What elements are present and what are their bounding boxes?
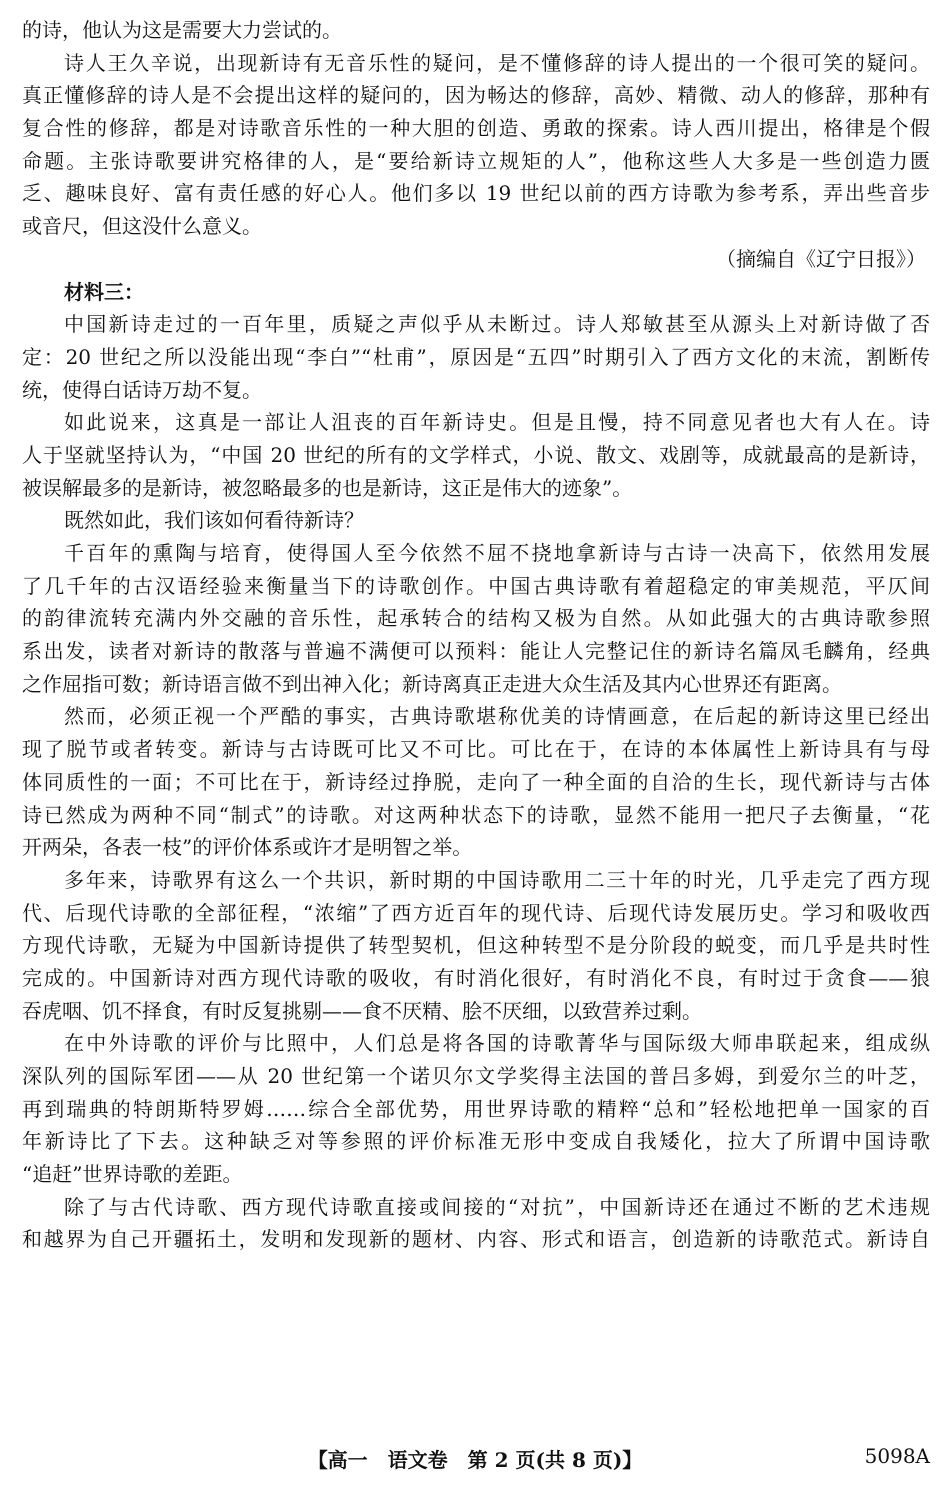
text-line: 系出发，读者对新诗的散落与普遍不满便可以预料：能让人完整记住的新诗名篇凤毛麟角，经典 [22, 639, 930, 664]
text-line: 吞虎咽、饥不择食，有时反复挑剔——食不厌精、脍不厌细，以致营养过剩。 [22, 998, 702, 1023]
text-line: “追赶”世界诗歌的差距。 [22, 1162, 243, 1187]
text-line: 被误解最多的是新诗，被忽略最多的也是新诗，这正是伟大的迹象”。 [22, 475, 633, 500]
text-line: 命题。主张诗歌要讲究格律的人，是“要给新诗立规矩的人”，他称这些人大多是一些创造力匮 [22, 148, 930, 173]
text-line: 真正懂修辞的诗人是不会提出这样的疑问的，因为畅达的修辞，高妙、精微、动人的修辞，那种有 [22, 83, 930, 108]
text-line: 千百年的熏陶与培育，使得国人至今依然不屈不挠地拿新诗与古诗一决高下，依然用发展 [64, 541, 930, 565]
text-line: 然而，必须正视一个严酷的事实，古典诗歌堪称优美的诗情画意，在后起的新诗这里已经出 [64, 704, 930, 729]
source-citation: （摘编自《辽宁日报》） [716, 246, 926, 271]
text-line: 的诗，他认为这是需要大力尝试的。 [22, 18, 342, 42]
section-heading: 材料三： [64, 279, 144, 304]
text-line: 人于坚就坚持认为，“中国 20 世纪的所有的文学样式，小说、散文、戏剧等，成就最高的是新诗， [22, 442, 930, 467]
text-line: 方现代诗歌，无疑为中国新诗提供了转型契机，但这种转型不是分阶段的蜕变，而几乎是共时性 [22, 933, 930, 958]
text-line: 年新诗比了下去。这种缺乏对等参照的评价标准无形中变成自我矮化，拉大了所谓中国诗歌 [22, 1129, 930, 1154]
text-line: 或音尺，但这没什么意义。 [22, 214, 262, 239]
text-line: 和越界为自己开疆拓土，发明和发现新的题材、内容、形式和语言，创造新的诗歌范式。新诗自 [22, 1227, 930, 1252]
text-line: 代、后现代诗歌的全部征程，“浓缩”了西方近百年的现代诗、后现代诗发展历史。学习和吸收西 [22, 900, 930, 925]
text-line: 现了脱节或者转变。新诗与古诗既可比又不可比。可比在于，在诗的本体属性上新诗具有与母 [22, 737, 930, 762]
text-line: 诗人王久辛说，出现新诗有无音乐性的疑问，是不懂修辞的诗人提出的一个很可笑的疑问。 [64, 50, 930, 75]
exam-code: 5098A [864, 1444, 930, 1468]
text-line: 除了与古代诗歌、西方现代诗歌直接或间接的“对抗”，中国新诗还在通过不断的艺术违规 [64, 1194, 930, 1219]
text-line: 开两朵，各表一枝”的评价体系或许才是明智之举。 [22, 835, 473, 860]
text-line: 定：20 世纪之所以没能出现“李白”“杜甫”，原因是“五四”时期引入了西方文化的末流，割断传 [22, 344, 930, 369]
page-number-label: 【高一 语文卷 第 2 页(共 8 页)】 [307, 1448, 643, 1472]
text-line: 完成的。中国新诗对西方现代诗歌的吸收，有时消化很好，有时消化不良，有时过于贪食——狼 [22, 965, 930, 990]
text-line: 体同质性的一面；不可比在于，新诗经过挣脱，走向了一种全面的自洽的生长，现代新诗与古体 [22, 769, 930, 794]
text-line: 多年来，诗歌界有这么一个共识，新时期的中国诗歌用二三十年的时光，几乎走完了西方现 [64, 867, 930, 892]
document-body [22, 14, 930, 1256]
text-line: 在中外诗歌的评价与比照中，人们总是将各国的诗歌菁华与国际级大师串联起来，组成纵 [64, 1031, 930, 1056]
text-line: 中国新诗走过的一百年里，质疑之声似乎从未断过。诗人郑敏甚至从源头上对新诗做了否 [64, 312, 930, 337]
text-line: 诗已然成为两种不同“制式”的诗歌。对这两种状态下的诗歌，显然不能用一把尺子去衡量，“花 [22, 802, 930, 827]
text-line: 统，使得白话诗万劫不复。 [22, 377, 262, 402]
page-footer [0, 1444, 950, 1478]
text-line: 乏、趣味良好、富有责任感的好心人。他们多以 19 世纪以前的西方诗歌为参考系，弄出些音步 [22, 181, 930, 206]
text-line: 既然如此，我们该如何看待新诗？ [64, 508, 364, 533]
text-line: 再到瑞典的特朗斯特罗姆……综合全部优势，用世界诗歌的精粹“总和”轻松地把单一国家的百 [22, 1096, 930, 1121]
text-line: 的韵律流转充满内外交融的音乐性，起承转合的结构又极为自然。从如此强大的古典诗歌参照 [22, 606, 930, 631]
text-line: 深队列的国际军团——从 20 世纪第一个诺贝尔文学奖得主法国的普吕多姆，到爱尔兰的叶芝， [22, 1064, 930, 1088]
text-line: 如此说来，这真是一部让人沮丧的百年新诗史。但是且慢，持不同意见者也大有人在。诗 [64, 410, 930, 435]
text-line: 复合性的修辞，都是对诗歌音乐性的一种大胆的创造、勇敢的探索。诗人西川提出，格律是个假 [22, 116, 930, 141]
text-line: 了几千年的古汉语经验来衡量当下的诗歌创作。中国古典诗歌有着超稳定的审美规范，平仄间 [22, 573, 930, 598]
text-line: 之作屈指可数；新诗语言做不到出神入化；新诗离真正走进大众生活及其内心世界还有距离。 [22, 671, 842, 696]
